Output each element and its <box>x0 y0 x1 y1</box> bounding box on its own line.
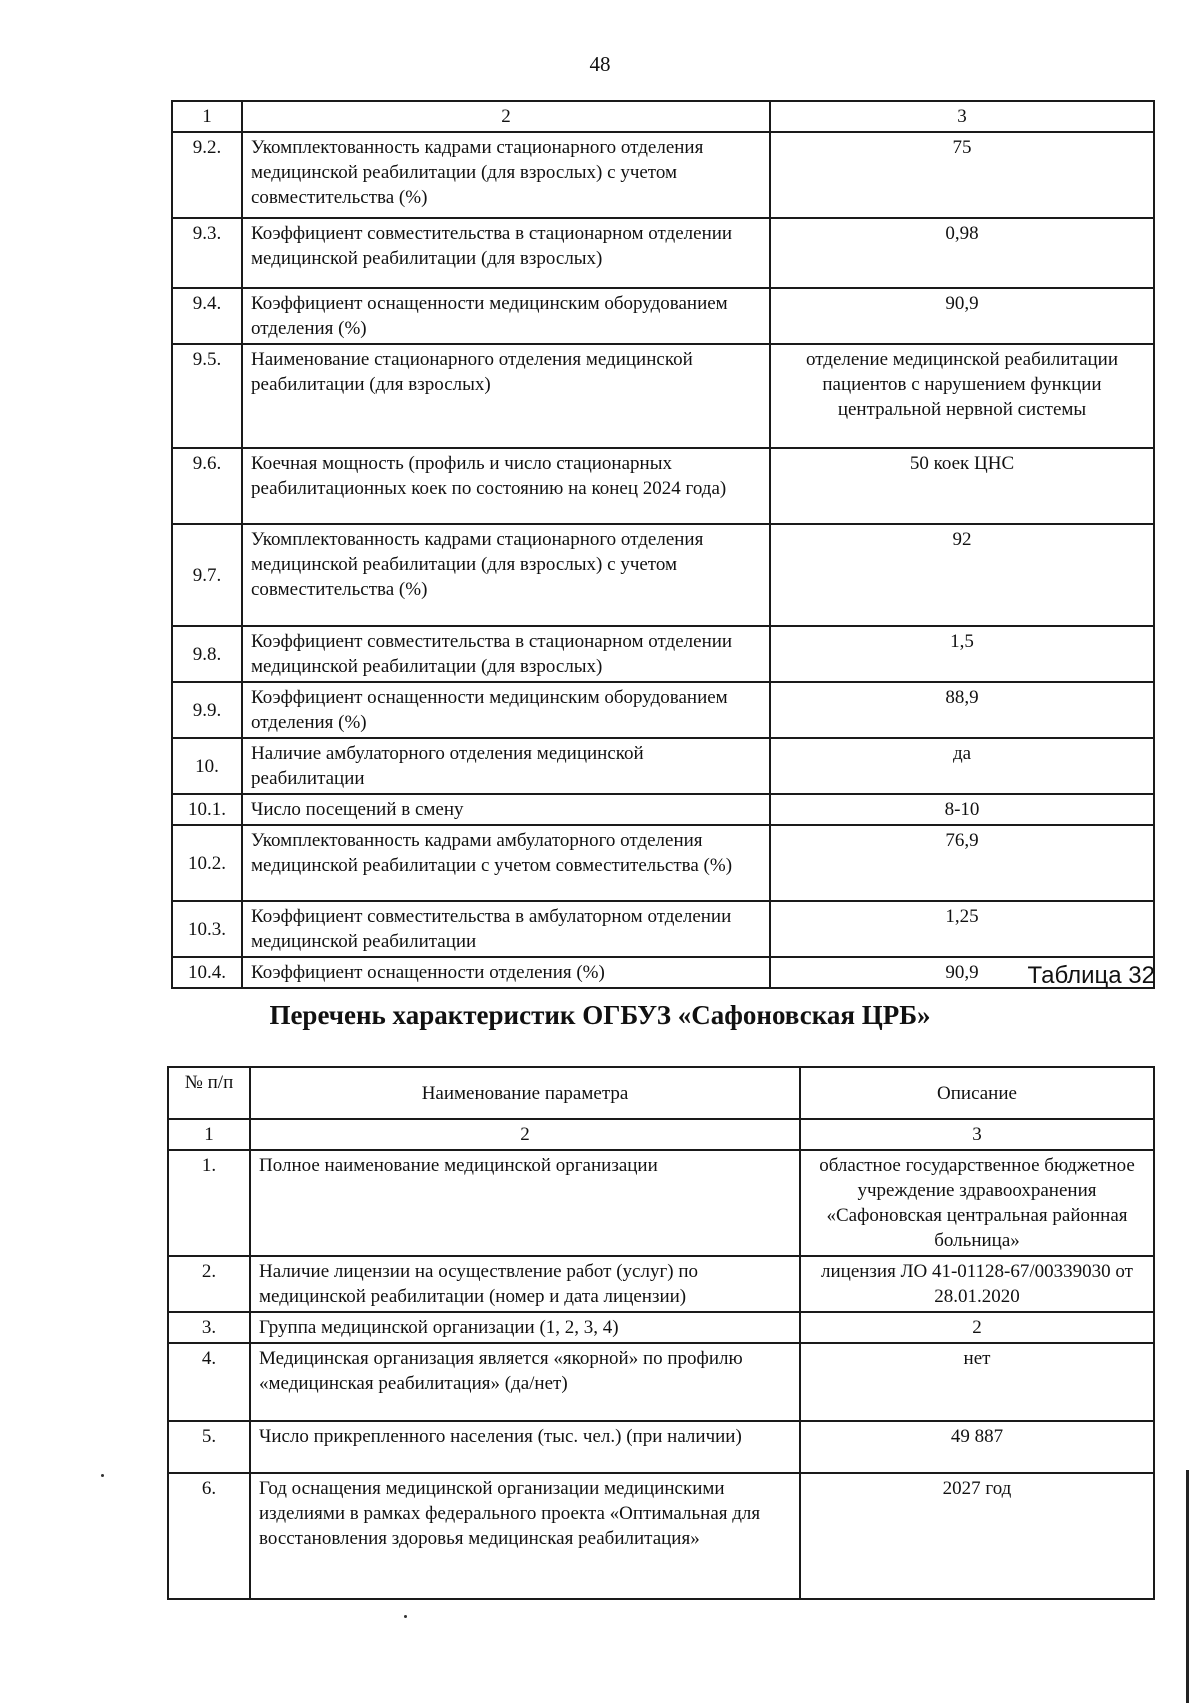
parameter-name: Год оснащения медицинской организации медицинскими изделиями в рамках федерального проекта «Оптимальная для восстановления здоровья медицинская реабилитация» <box>250 1473 800 1599</box>
table-row <box>168 1312 1154 1343</box>
table-row <box>172 132 1154 218</box>
column-number-row <box>172 101 1154 132</box>
parameter-name: Медицинская организация является «якорной» по профилю «медицинская реабилитация» (да/нет) <box>250 1343 800 1421</box>
table-row <box>168 1343 1154 1421</box>
row-number: 10. <box>172 738 242 794</box>
parameter-value: отделение медицинской реабилитации пациентов с нарушением функции центральной нервной системы <box>770 344 1154 448</box>
scan-speck <box>101 1474 104 1477</box>
table-row <box>172 288 1154 344</box>
row-number: 10.1. <box>172 794 242 825</box>
header-parameter: Наименование параметра <box>250 1067 800 1119</box>
header-row <box>168 1067 1154 1119</box>
parameter-value: 49 887 <box>800 1421 1154 1473</box>
header-description: Описание <box>800 1067 1154 1119</box>
parameter-value: да <box>770 738 1154 794</box>
row-number: 9.4. <box>172 288 242 344</box>
parameter-name: Число прикрепленного населения (тыс. чел.) (при наличии) <box>250 1421 800 1473</box>
organization-characteristics-table <box>167 1066 1155 1600</box>
parameter-value: 8-10 <box>770 794 1154 825</box>
parameter-name: Коэффициент совместительства в стационарном отделении медицинской реабилитации (для взрослых) <box>242 218 770 288</box>
table-title: Перечень характеристик ОГБУЗ «Сафоновская ЦРБ» <box>269 1000 931 1030</box>
parameter-name: Коэффициент оснащенности отделения (%) <box>242 957 770 988</box>
table-label: Таблица 32 <box>1027 962 1155 989</box>
scan-speck <box>404 1615 407 1618</box>
table-row <box>168 1256 1154 1312</box>
row-number: 9.2. <box>172 132 242 218</box>
parameter-value: 88,9 <box>770 682 1154 738</box>
parameter-name: Коечная мощность (профиль и число стационарных реабилитационных коек по состоянию на конец 2024 года) <box>242 448 770 524</box>
table-row <box>172 738 1154 794</box>
parameter-value: 1,5 <box>770 626 1154 682</box>
row-number: 6. <box>168 1473 250 1599</box>
parameter-value: нет <box>800 1343 1154 1421</box>
table-row <box>172 524 1154 626</box>
parameter-name: Коэффициент совместительства в стационарном отделении медицинской реабилитации (для взрослых) <box>242 626 770 682</box>
parameter-value: 76,9 <box>770 825 1154 901</box>
column-number: 3 <box>800 1119 1154 1150</box>
column-number: 1 <box>168 1119 250 1150</box>
table-row <box>172 448 1154 524</box>
row-number: 10.4. <box>172 957 242 988</box>
parameter-name: Группа медицинской организации (1, 2, 3, 4) <box>250 1312 800 1343</box>
row-number: 10.2. <box>172 825 242 901</box>
row-number: 10.3. <box>172 901 242 957</box>
parameter-value: 2027 год <box>800 1473 1154 1599</box>
parameter-name: Наименование стационарного отделения медицинской реабилитации (для взрослых) <box>242 344 770 448</box>
table-row <box>172 957 1154 988</box>
table-row <box>168 1421 1154 1473</box>
row-number: 3. <box>168 1312 250 1343</box>
row-number: 9.5. <box>172 344 242 448</box>
row-number: 9.9. <box>172 682 242 738</box>
parameter-value: 0,98 <box>770 218 1154 288</box>
parameter-value: 90,9 <box>770 957 1154 988</box>
column-number: 3 <box>770 101 1154 132</box>
row-number: 5. <box>168 1421 250 1473</box>
column-number-row <box>168 1119 1154 1150</box>
parameter-value: 1,25 <box>770 901 1154 957</box>
row-number: 9.6. <box>172 448 242 524</box>
column-number: 1 <box>172 101 242 132</box>
table-row <box>172 901 1154 957</box>
column-number: 2 <box>242 101 770 132</box>
row-number: 2. <box>168 1256 250 1312</box>
parameter-value: 90,9 <box>770 288 1154 344</box>
column-number: 2 <box>250 1119 800 1150</box>
parameter-name: Число посещений в смену <box>242 794 770 825</box>
parameter-name: Укомплектованность кадрами амбулаторного отделения медицинской реабилитации с учетом совместительства (%) <box>242 825 770 901</box>
row-number: 9.7. <box>172 524 242 626</box>
row-number: 9.8. <box>172 626 242 682</box>
parameter-name: Коэффициент совместительства в амбулаторном отделении медицинской реабилитации <box>242 901 770 957</box>
parameter-value: лицензия ЛО 41-01128-67/00339030 от 28.01.2020 <box>800 1256 1154 1312</box>
parameter-name: Наличие лицензии на осуществление работ (услуг) по медицинской реабилитации (номер и дата лицензии) <box>250 1256 800 1312</box>
table-row <box>172 825 1154 901</box>
header-number: № п/п <box>168 1067 250 1119</box>
table-row <box>172 218 1154 288</box>
row-number: 9.3. <box>172 218 242 288</box>
row-number: 1. <box>168 1150 250 1256</box>
parameter-name: Наличие амбулаторного отделения медицинской реабилитации <box>242 738 770 794</box>
parameter-value: областное государственное бюджетное учреждение здравоохранения «Сафоновская центральная районная больница» <box>800 1150 1154 1256</box>
table-row <box>168 1150 1154 1256</box>
characteristics-table-continuation <box>171 100 1155 989</box>
table-row <box>172 344 1154 448</box>
parameter-value: 75 <box>770 132 1154 218</box>
parameter-name: Полное наименование медицинской организации <box>250 1150 800 1256</box>
parameter-name: Коэффициент оснащенности медицинским оборудованием отделения (%) <box>242 682 770 738</box>
parameter-value: 2 <box>800 1312 1154 1343</box>
table-row <box>168 1473 1154 1599</box>
parameter-name: Укомплектованность кадрами стационарного отделения медицинской реабилитации (для взрослых) с учетом совместительства (%) <box>242 132 770 218</box>
parameter-value: 50 коек ЦНС <box>770 448 1154 524</box>
row-number: 4. <box>168 1343 250 1421</box>
parameter-name: Укомплектованность кадрами стационарного отделения медицинской реабилитации (для взрослых) с учетом совместительства (%) <box>242 524 770 626</box>
table-row <box>172 682 1154 738</box>
scan-edge-line <box>1186 1470 1189 1703</box>
table-row <box>172 626 1154 682</box>
parameter-name: Коэффициент оснащенности медицинским оборудованием отделения (%) <box>242 288 770 344</box>
page-number: 48 <box>589 52 611 76</box>
table-row <box>172 794 1154 825</box>
parameter-value: 92 <box>770 524 1154 626</box>
